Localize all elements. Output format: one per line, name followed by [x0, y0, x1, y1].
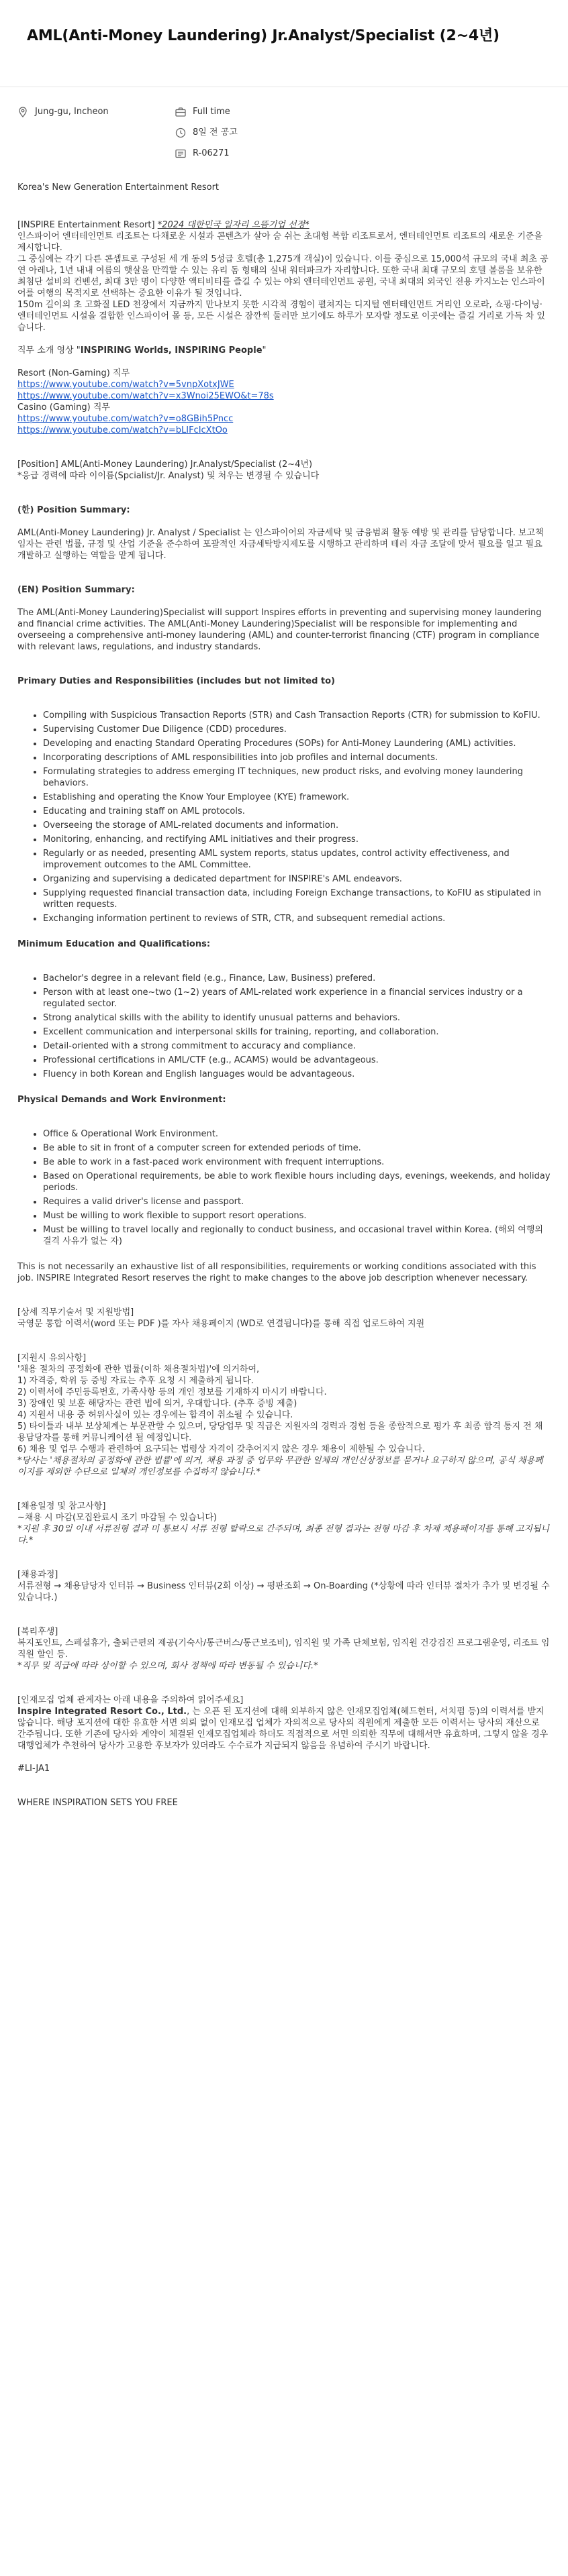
qualifications-heading: Minimum Education and Qualifications:	[17, 939, 211, 949]
location-item	[17, 106, 175, 118]
agency-body: , 는 오픈 된 포지션에 대해 외부하지 않은 인재모집업체(헤드헌터, 서치펌 등)의 이력서를 받지 않습니다. 해당 포지션에 대한 유효한 서면 의뢰 없이 인재모집 업체가 자의적으로 당사의 직원에게 제출한 모든 이력서는 당사의 재산으로 간주됩니다. 또한 기존에 당사와 계약이 체결된 인재모집업체라 하더도 직접적으로 서면 의뢰한 직무에 대해서만 유효하며, 그렇지 않을 경우 대행업체가 추천하여 당사가 고용한 후보자가 있더라도 수수료가 지급되지 않음을 유념하여 주시기 바랍니다.	[17, 1707, 549, 1751]
deadline-heading: [채용일정 및 참고사항]	[17, 1501, 106, 1511]
award-text: *2024 대한민국 일자리 으뜸기업 선정*	[157, 220, 310, 230]
list-item: • Compiling with Suspicious Transaction Reports (STR) and Cash Transaction Reports (CTR) for submission to KoFIU.	[43, 710, 551, 721]
posted-text: 8일 전 공고	[193, 127, 238, 138]
location-text: Jung-gu, Incheon	[35, 107, 109, 117]
video-group-label: Casino (Gaming) 직무	[17, 402, 110, 413]
kr-summary-heading: (한) Position Summary:	[17, 505, 130, 515]
intro-line: 150m 길이의 초 고화질 LED 천장에서 지금까지 만나보지 못한 시각적 경험이 펼쳐지는 디지털 엔터테인먼트 거리인 오로라, 쇼핑·다이닝·엔터테인먼트 시설을 결합한 인스파이어 몰 등, 모든 시설은 잠깐씩 둘러만 보기에도 하루가 모자랄 정도로 이곳에는 즐길 거리로 가득 차 있습니다.	[17, 300, 545, 333]
agency-company: Inspire Integrated Resort Co., Ltd.	[17, 1707, 187, 1717]
position-heading: [Position] AML(Anti-Money Laundering) Jr.Analyst/Specialist (2~4년)	[17, 460, 313, 470]
job-header	[0, 0, 568, 87]
en-summary-heading: (EN) Position Summary:	[17, 585, 135, 595]
hashtag: #LI-JA1	[17, 1764, 50, 1774]
job-type-text: Full time	[193, 107, 230, 117]
notes-line: 4) 지원서 내용 중 허위사실이 있는 경우에는 합격이 취소될 수 있습니다.	[17, 1410, 293, 1420]
list-item: • Strong analytical skills with the ability to identify unusual patterns and behaviors.	[43, 1012, 551, 1024]
en-summary-text: The AML(Anti-Money Laundering)Specialist will support Inspires efforts in preventing and supervising money laundering and financial crime activities. The AML(Anti-Money Laundering)Specialist will be responsible for implementing and overseeing a comprehensive anti-money laundering (AML) and counter-terrorist financing (CTF) program in compliance with relevant laws, regulations, and industry standards.	[17, 608, 542, 652]
duties-heading: Primary Duties and Responsibilities (includes but not limited to)	[17, 676, 336, 686]
deadline-line: ~채용 시 마감(모집완료시 조기 마감될 수 있습니다)	[17, 1513, 217, 1523]
clock-icon	[175, 127, 186, 138]
posted-item	[175, 127, 238, 139]
benefits-heading: [복리후생]	[17, 1627, 58, 1637]
video-heading	[17, 345, 551, 356]
req-id-item	[175, 148, 238, 160]
qualifications-list	[17, 973, 551, 1080]
company-tagline: Korea's New Generation Entertainment Resort	[17, 182, 220, 193]
briefcase-icon	[175, 107, 186, 117]
notes-line: 1) 자격증, 학위 등 증빙 자료는 추후 요청 시 제출하게 됩니다.	[17, 1376, 254, 1386]
intro-line: 그 중심에는 각기 다른 콘셉트로 구성된 세 개 동의 5성급 호텔(총 1,275개 객실)이 있습니다. 이를 중심으로 15,000석 규모의 국내 최초 공연 아레나, 1년 내내 여름의 햇살을 만끽할 수 있는 유리 돔 형태의 실내 워터파크가 자리합니다. 또한 국내 최대 규모의 호텔 볼룸을 보유한 최첨단 설비의 컨벤션, 최대 3만 명이 다양한 액티비티를 즐길 수 있는 야외 엔터테인먼트 공원, 국내 최대의 외국인 전용 카지노는 인스파이어를 여행의 목적지로 선택하는 중요한 이유가 될 것입니다.	[17, 254, 549, 299]
deadline-italic: *지원 후 30일 이내 서류전형 결과 미 통보시 서류 전형 탈락으로 간주되며, 최종 전형 결과는 전형 마감 후 차제 채용페이지를 통해 고지됩니다.*	[17, 1524, 550, 1546]
location-pin-icon	[17, 107, 28, 117]
job-description	[17, 219, 551, 1809]
req-id-text: R-06271	[193, 148, 230, 158]
list-item: • Organizing and supervising a dedicated department for INSPIRE's AML endeavors.	[43, 873, 551, 885]
list-item: • Exchanging information pertinent to reviews of STR, CTR, and subsequent remedial actions.	[43, 913, 551, 924]
list-item: • Supplying requested financial transaction data, including Foreign Exchange transactions, to KoFIU as stipulated in written requests.	[43, 888, 551, 910]
list-item: • Be able to sit in front of a computer screen for extended periods of time.	[43, 1142, 551, 1154]
id-card-icon	[175, 148, 186, 159]
list-item: • Bachelor's degree in a relevant field (e.g., Finance, Law, Business) prefered.	[43, 973, 551, 984]
video-link[interactable]: https://www.youtube.com/watch?v=x3Wnoi25EWO&t=78s	[17, 391, 274, 401]
job-meta	[17, 106, 551, 160]
video-link[interactable]: https://www.youtube.com/watch?v=o8GBih5Pncc	[17, 414, 234, 424]
list-item: • Must be willing to work flexible to support resort operations.	[43, 1210, 551, 1222]
list-item: • Establishing and operating the Know Your Employee (KYE) framework.	[43, 792, 551, 803]
list-item: • Incorporating descriptions of AML responsibilities into job profiles and internal documents.	[43, 752, 551, 763]
agency-heading: [인재모집 업체 관계자는 아래 내용을 주의하여 읽어주세요]	[17, 1695, 244, 1705]
job-title: AML(Anti-Money Laundering) Jr.Analyst/Specialist (2~4년)	[27, 28, 500, 44]
footer-tagline: WHERE INSPIRATION SETS YOU FREE	[17, 1798, 178, 1808]
duties-list	[17, 710, 551, 924]
list-item: • Supervising Customer Due Diligence (CDD) procedures.	[43, 724, 551, 735]
list-item: • Be able to work in a fast-paced work environment with frequent interruptions.	[43, 1157, 551, 1168]
list-item: • Overseeing the storage of AML-related documents and information.	[43, 820, 551, 831]
list-item: • Monitoring, enhancing, and rectifying AML initiatives and their progress.	[43, 834, 551, 845]
list-item: • Educating and training staff on AML protocols.	[43, 806, 551, 817]
agency-text	[17, 1706, 551, 1752]
job-type-item	[175, 106, 238, 118]
position-note: *응급 경력에 따라 이이름(Spcialist/Jr. Analyst) 및 처우는 변경될 수 있습니다	[17, 471, 320, 481]
kr-summary-text: AML(Anti-Money Laundering) Jr. Analyst / Specialist 는 인스파이어의 자금세탁 및 금융범죄 활동 예방 및 관리를 담당합니다. 보고책임자는 관련 법률, 규정 및 산업 기준을 준수하여 포괄적인 자금세탁방지제도를 시행하고 관리하며 테러 자금 조달에 맞서 필요를 일고 필요 개발하고 실행하는 역할을 맡게 됩니다.	[17, 528, 544, 561]
disclaimer-text: This is not necessarily an exhaustive list of all responsibilities, requirements or working conditions associated with this job. INSPIRE Integrated Resort reserves the right to make changes to the above job description whenever necessary.	[17, 1262, 536, 1283]
notes-heading: [지원시 유의사항]	[17, 1353, 87, 1363]
apply-heading: [상세 직무기술서 및 지원방법]	[17, 1307, 134, 1318]
notes-line: 3) 장애인 및 보훈 해당자는 관련 법에 의거, 우대합니다. (추후 증빙 제출)	[17, 1399, 297, 1409]
process-heading: [채용과정]	[17, 1570, 58, 1580]
video-heading-prefix: 직무 소개 영상 "	[17, 345, 81, 356]
benefits-italic: *직무 및 직급에 따라 상이할 수 있으며, 회사 정책에 따라 변동될 수 있습니다.*	[17, 1661, 318, 1671]
list-item: • Requires a valid driver's license and passport.	[43, 1196, 551, 1208]
list-item: • Regularly or as needed, presenting AML system reports, status updates, control activity effectiveness, and improvement outcomes to the AML Committee.	[43, 848, 551, 871]
intro-line: 인스파이어 엔터테인먼트 리조트는 다채로운 시설과 콘텐츠가 살아 숨 쉬는 초대형 복합 리조트로서, 엔터테인먼트 리조트의 새로운 기준을 제시합니다.	[17, 231, 542, 253]
video-heading-title: INSPIRING Worlds, INSPIRING People	[80, 345, 263, 356]
list-item: • Must be willing to travel locally and regionally to conduct business, and occasional travel within Korea. (해외 여행의 결격 사유가 없는 자)	[43, 1224, 551, 1247]
job-content	[0, 87, 568, 1809]
list-item: • Excellent communication and interpersonal skills for training, reporting, and collaboration.	[43, 1026, 551, 1038]
list-item: • Formulating strategies to address emerging IT techniques, new product risks, and evolving money laundering behaviors.	[43, 766, 551, 789]
list-item: • Person with at least one~two (1~2) years of AML-related work experience in a financial services industry or a regulated sector.	[43, 987, 551, 1010]
benefits-text: 복지포인트, 스페셜휴가, 출퇴근편의 제공(기숙사/통근버스/통근보조비), 임직원 및 가족 단체보험, 임직원 건강검진 프로그램운영, 리조트 임직원 할인 등.	[17, 1638, 550, 1660]
physical-list	[17, 1128, 551, 1247]
video-link[interactable]: https://www.youtube.com/watch?v=bLIFcIcXtOo	[17, 425, 228, 435]
list-item: • Developing and enacting Standard Operating Procedures (SOPs) for Anti-Money Laundering (AML) activities.	[43, 738, 551, 749]
video-group-label: Resort (Non-Gaming) 직무	[17, 368, 130, 378]
apply-text: 국영문 통합 이력서(word 또는 PDF )를 자사 채용페이지 (WD로 연결됩니다)를 통해 직접 업로드하여 지원	[17, 1319, 425, 1329]
intro-heading-text: [INSPIRE Entertainment Resort]	[17, 220, 158, 230]
list-item: • Professional certifications in AML/CTF (e.g., ACAMS) would be advantageous.	[43, 1055, 551, 1066]
process-text: 서류전형 → 채용담당자 인터뷰 → Business 인터뷰(2회 이상) → 평판조회 → On-Boarding (*상황에 따라 인터뷰 절차가 추가 및 변경될 수 있습니다.)	[17, 1581, 550, 1603]
list-item: • Office & Operational Work Environment.	[43, 1128, 551, 1140]
meta-col-left	[17, 106, 175, 160]
list-item: • Detail-oriented with a strong commitment to accuracy and compliance.	[43, 1040, 551, 1052]
notes-italic: *당사는 '채용절차의 공정화에 관한 법률'에 의거, 채용 과정 중 업무와 무관한 일체의 개인신상정보를 묻거나 요구하지 않으며, 공식 채용페이지를 제외한 수단으로 일체의 개인정보를 수집하지 않습니다.*	[17, 1456, 543, 1477]
intro-heading	[17, 219, 551, 231]
notes-line: 6) 채용 및 업무 수행과 관련하여 요구되는 법령상 자격이 갖추어지지 않은 경우 채용이 제한될 수 있습니다.	[17, 1444, 425, 1454]
video-heading-suffix: "	[262, 345, 267, 356]
notes-line: 5) 타이틀과 내부 보상체계는 부문관할 수 있으며, 당당업무 및 직급은 지원자의 경력과 경험 등을 종합적으로 평가 후 최종 합격 통지 전 채용담당자를 통해 커뮤니케이션 될 예정입니다.	[17, 1421, 543, 1443]
meta-col-right	[175, 106, 238, 160]
notes-line: 2) 이력서에 주민등록번호, 가족사항 등의 개인 정보를 기재하지 마시기 바랍니다.	[17, 1387, 327, 1397]
notes-line: '채용 절차의 공정화에 관한 법률(이하 채용절차법)'에 의거하여,	[17, 1364, 260, 1375]
physical-heading: Physical Demands and Work Environment:	[17, 1095, 226, 1105]
video-link[interactable]: https://www.youtube.com/watch?v=5vnpXotxJWE	[17, 380, 234, 390]
list-item: • Based on Operational requirements, be able to work flexible hours including days, evenings, weekends, and holiday periods.	[43, 1171, 551, 1193]
list-item: • Fluency in both Korean and English languages would be advantageous.	[43, 1069, 551, 1080]
